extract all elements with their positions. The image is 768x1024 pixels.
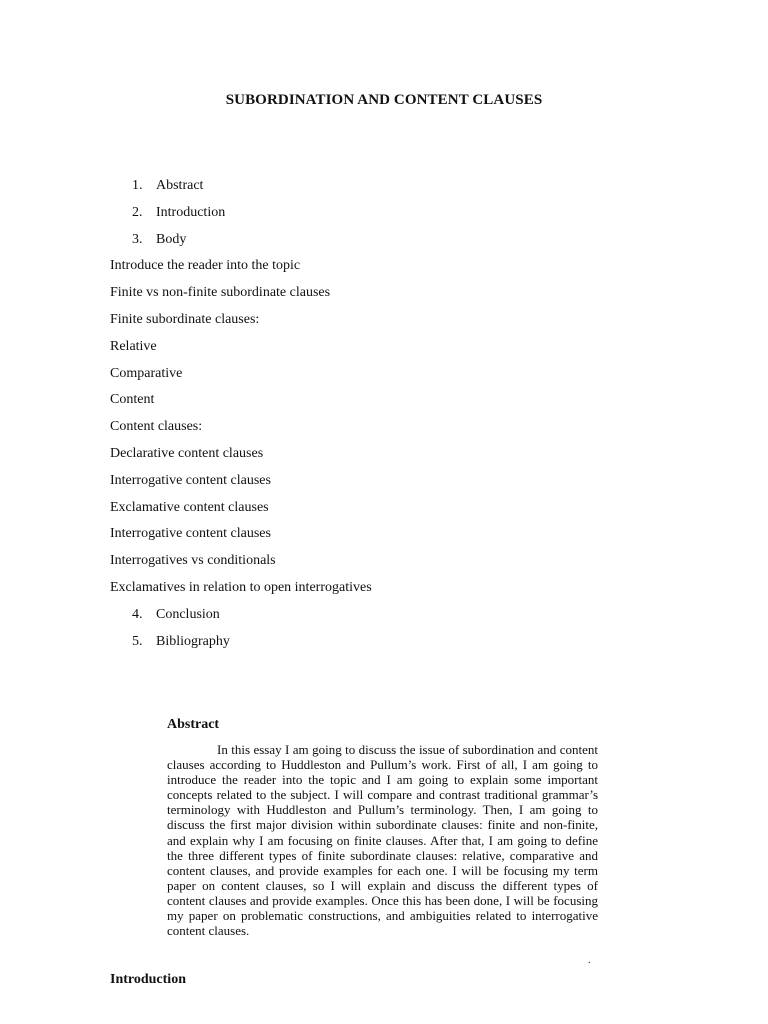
table-of-contents bbox=[110, 173, 372, 655]
list-item bbox=[110, 200, 372, 227]
list-item: Relative bbox=[110, 338, 157, 354]
list-item: Finite subordinate clauses: bbox=[110, 311, 260, 327]
list-item-number: 3. bbox=[132, 231, 143, 247]
list-item: Comparative bbox=[110, 365, 183, 381]
list-item: Declarative content clauses bbox=[110, 445, 264, 461]
list-item-number: 1. bbox=[132, 178, 143, 193]
list-item-label: Introduction bbox=[156, 204, 226, 220]
list-item: Content clauses: bbox=[110, 419, 203, 435]
list-item-label: Conclusion bbox=[156, 606, 220, 622]
list-item bbox=[110, 602, 372, 629]
list-item-label: Body bbox=[156, 231, 187, 247]
list-item-number: 4. bbox=[132, 606, 143, 622]
list-item: Exclamatives in relation to open interrogatives bbox=[110, 579, 372, 595]
list-item: Interrogative content clauses bbox=[110, 526, 271, 542]
list-item bbox=[110, 173, 372, 200]
list-item bbox=[110, 629, 372, 656]
list-item: Interrogatives vs conditionals bbox=[110, 553, 276, 569]
stray-mark: . bbox=[588, 955, 591, 966]
list-item bbox=[110, 227, 372, 254]
list-item-number: 2. bbox=[132, 204, 143, 220]
list-item: Exclamative content clauses bbox=[110, 499, 269, 515]
list-item-label: Bibliography bbox=[156, 633, 230, 649]
list-item: Content bbox=[110, 392, 155, 408]
page-title: SUBORDINATION AND CONTENT CLAUSES bbox=[225, 92, 543, 108]
introduction-heading: Introduction bbox=[110, 972, 186, 987]
list-item-label: Abstract bbox=[156, 178, 204, 193]
list-item: Interrogative content clauses bbox=[110, 472, 271, 488]
list-item: Finite vs non-finite subordinate clauses bbox=[110, 285, 331, 301]
abstract-paragraph: In this essay I am going to discuss the issue of subordination and content clauses according to Huddleston and Pullum’s work. First of all, I am going to introduce the reader into the topic and I am going to explain some important concepts related to the subject. I will compare and contrast traditional grammar’s terminology with Huddleston and Pullum’s terminology. Then, I am going to discuss the first major division within subordinate clauses: finite and non-finite, and explain why I am focusing on finite clauses. After that, I am going to define the three different types of finite subordinate clauses: relative, comparative and content clauses, and provide examples for each one. I will be focusing my term paper on content clauses, so I will explain and discuss the different types of content clauses and provide examples. Once this has been done, I will be focusing my paper on problematic constructions, and ambiguities related to interrogative content clauses. bbox=[167, 742, 598, 939]
list-item-number: 5. bbox=[132, 633, 143, 649]
abstract-heading: Abstract bbox=[167, 717, 220, 732]
list-item: Introduce the reader into the topic bbox=[110, 258, 301, 274]
